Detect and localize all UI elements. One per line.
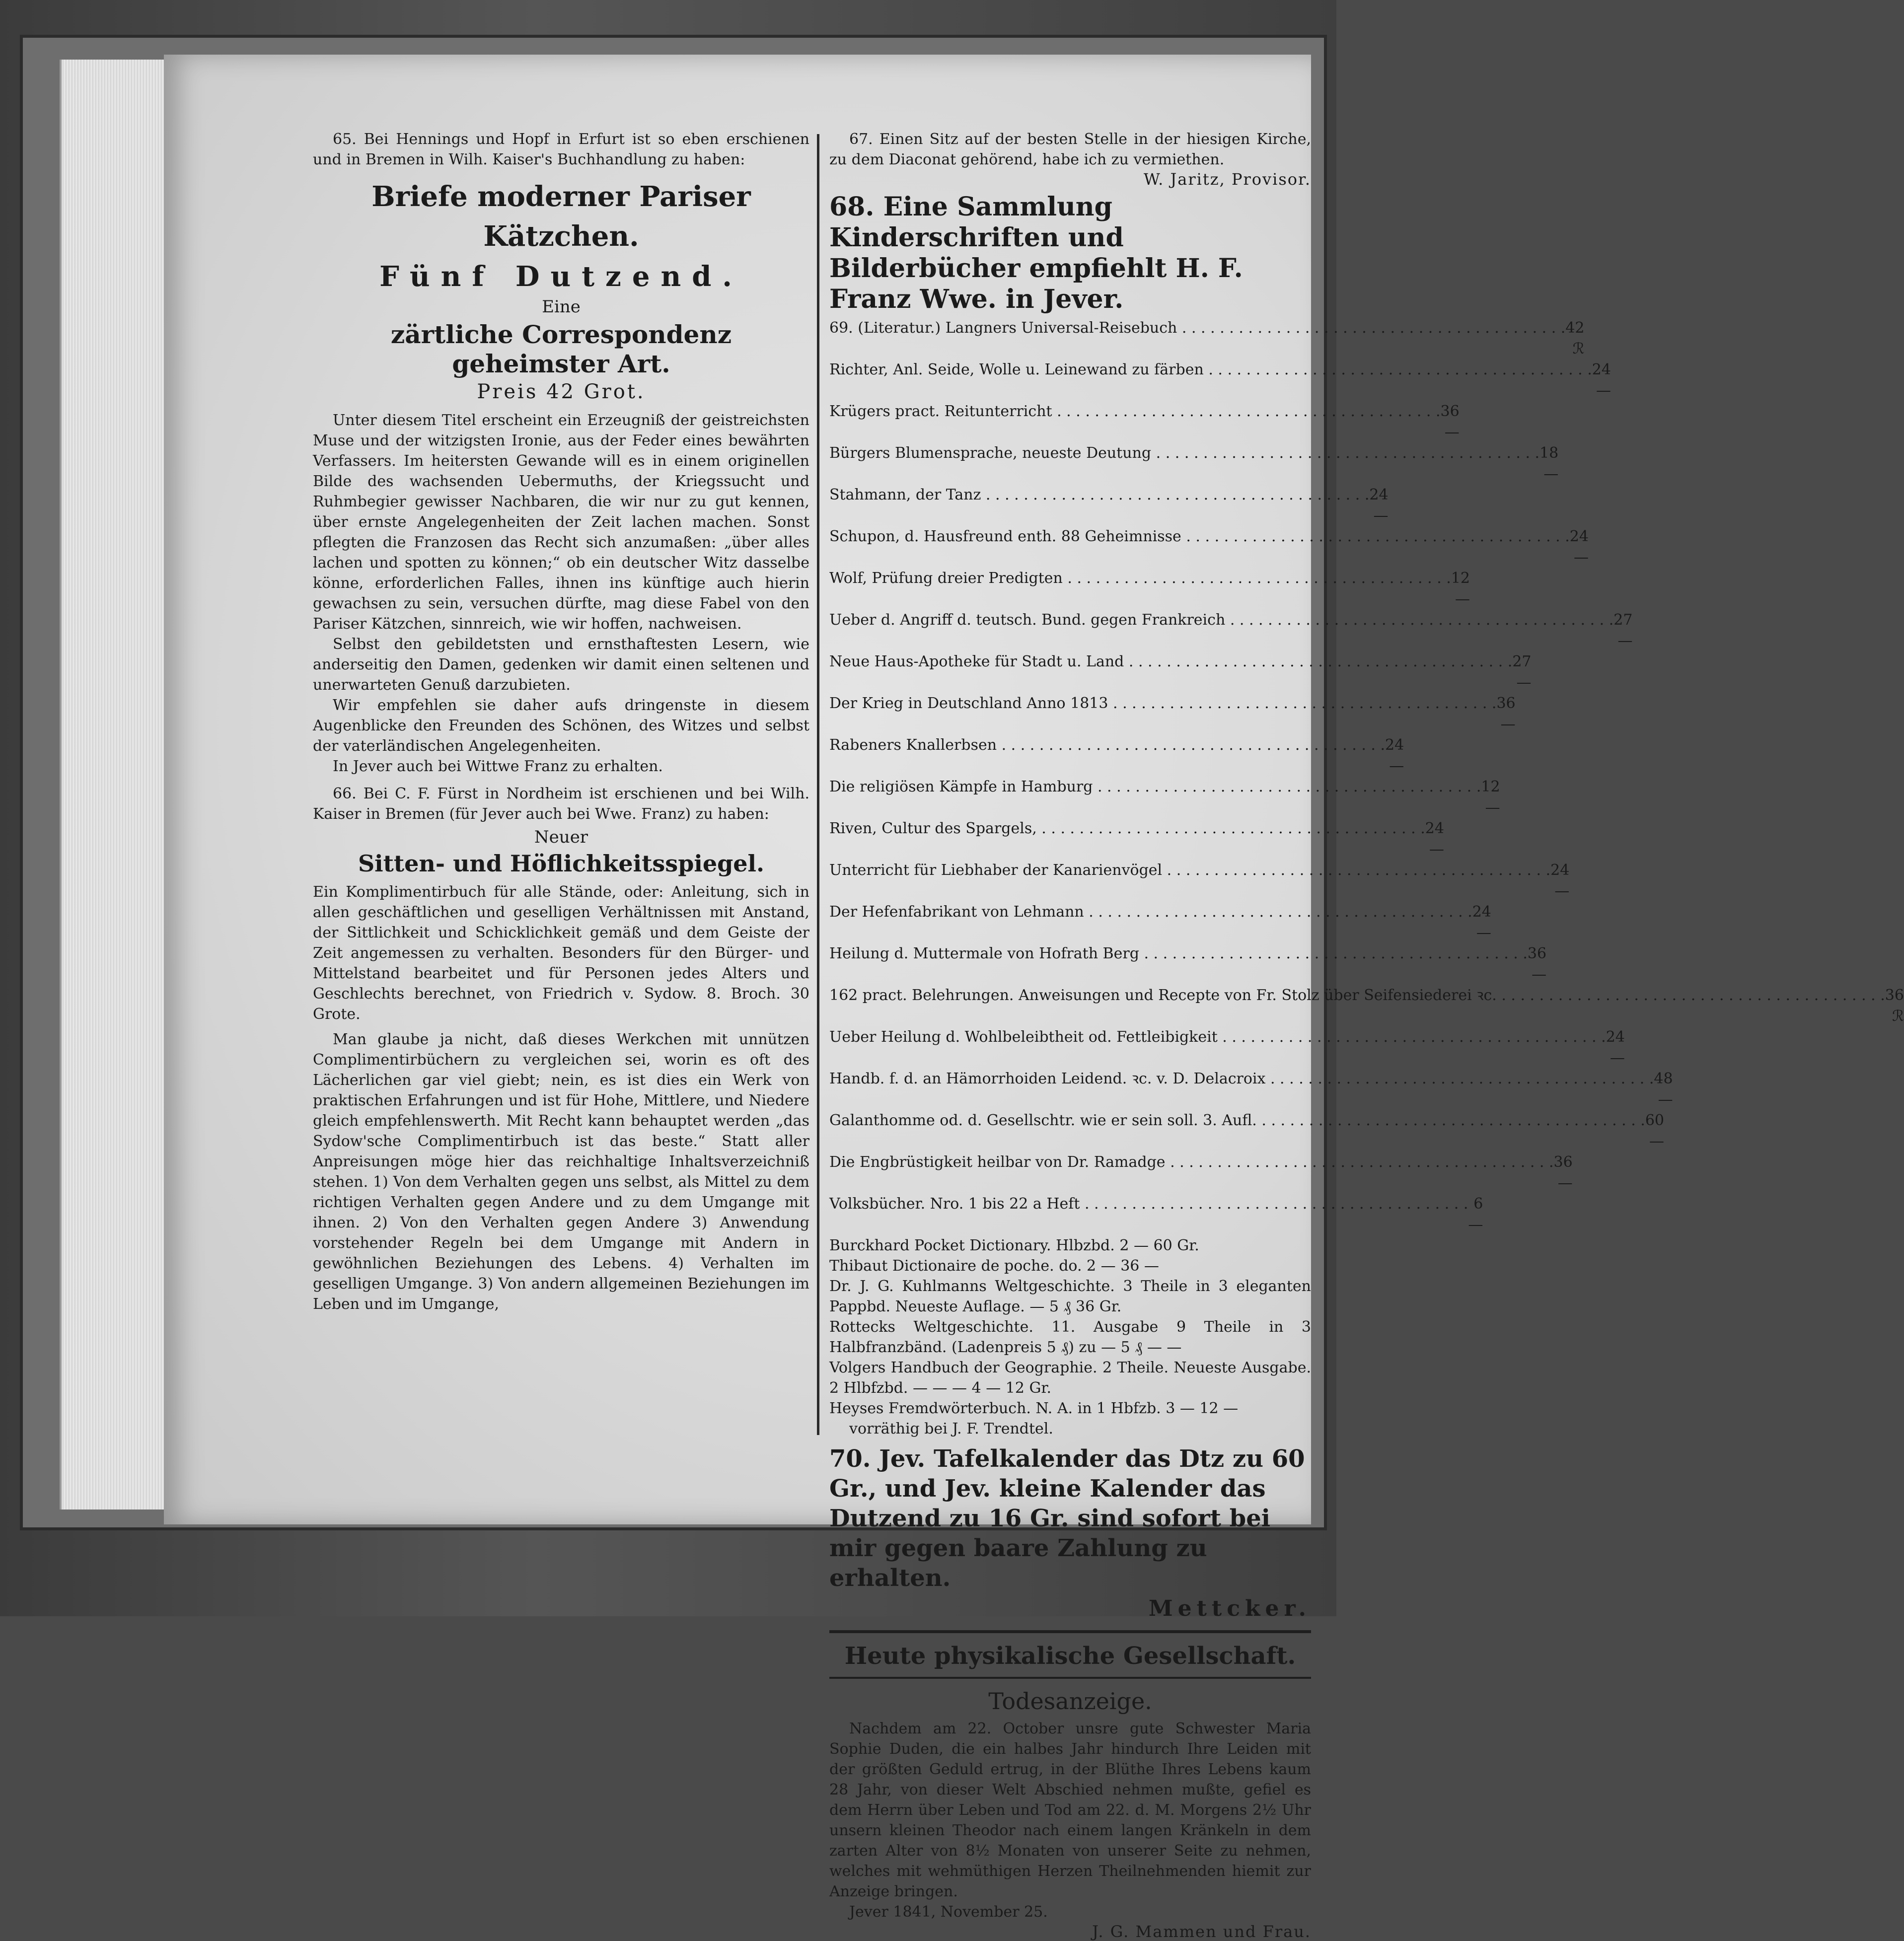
ad-67-text: 67. Einen Sitz auf der besten Stelle in der hiesigen Kirche, zu dem Diaconat gehörend, habe ich zu vermiethen. [829,131,1311,168]
list-item: Bürgers Blumensprache, neueste Deutung . . . 18 — [829,443,1311,485]
list-item: Heilung d. Muttermale von Hofrath Berg . . . 36 — [829,943,1311,985]
list-item: Wolf, Prüfung dreier Predigten . . . 12 — [829,568,1311,610]
list-item: Krügers pract. Reitunterricht . . . 36 — [829,401,1311,443]
death-notice-text: Nachdem am 22. October unsre gute Schwester Maria Sophie Duden, die ein halbes Jahr hindurch Ihre Leiden mit der größten Geduld ertrug, in der Blüthe Ihres Lebens kaum 28 Jahr, von dieser Welt Abschied nehmen mußte, gefiel es dem Herrn über Leben und Tod am 22. d. M. Morgens 2½ Uhr unsern kleinen Theodor nach einem langen Kränkeln in dem zarten Alter von 8½ Monaten von unserer Seite zu nehmen, welches mit wehmüthigen Herzen Theilnehmenden hiemit zur Anzeige bringen. [829,1720,1311,1900]
ad-69-extra-line: Thibaut Dictionaire de poche. do. 2 — 36 — [829,1257,1159,1275]
ad-65-para3: Wir empfehlen sie daher aufs dringenste in diesem Augenblicke den Freunden des Schönen, des Witzes und selbst der vaterländischen Angelegenheiten. [313,697,809,755]
list-item: Neue Haus-Apotheke für Stadt u. Land . . . 27 — [829,651,1311,693]
right-column [829,129,1904,1941]
list-item: 69. (Literatur.) Langners Universal-Reisebuch . . . 42 ℛ [829,318,1311,359]
list-item: Schupon, d. Hausfreund enth. 88 Geheimnisse . . . 24 — [829,526,1311,568]
list-item: Die Engbrüstigkeit heilbar von Dr. Ramadge . . . 36 — [829,1152,1311,1194]
divider-rule [829,1677,1311,1679]
ad-69-extra-line: Dr. J. G. Kuhlmanns Weltgeschichte. 3 Theile in 3 eleganten Pappbd. Neueste Auflage. — 5 ₰ 36 Gr. [829,1278,1311,1315]
ad-65-para2: Selbst den gebildetsten und ernsthaftesten Lesern, wie anderseitig den Damen, gedenken wir damit einen seltenen und unerwarteten Genuß darzubieten. [313,636,809,694]
ad-69-list [829,318,1904,1235]
death-notice-title: Todesanzeige. [988,1688,1152,1715]
ad-67-signature: W. Jaritz, Provisor. [1143,170,1311,189]
list-item: 162 pract. Belehrungen. Anweisungen und Recepte von Fr. Stolz über Seifensiederei ꝛc. . . . 36 ℛ [829,985,1311,1027]
ad-70-signature: Mettcker. [1148,1596,1311,1621]
ad-65-para4: In Jever auch bei Wittwe Franz zu erhalten. [333,758,663,775]
ad-65-title: Briefe moderner Pariser Kätzchen. [371,180,751,253]
ad-70-text: 70. Jev. Tafelkalender das Dtz zu 60 Gr., und Jev. kleine Kalender das Dutzend zu 16 Gr. sind sofort bei mir gegen baare Zahlung zu erhalten. [829,1445,1305,1592]
list-item: Stahmann, der Tanz . . . 24 — [829,485,1311,526]
death-notice-signature: J. G. Mammen und Frau. [1092,1922,1311,1941]
divider-rule [829,1630,1311,1633]
left-column [313,129,809,1460]
ad-66-neuer: Neuer [534,827,588,847]
list-item: Ueber d. Angriff d. teutsch. Bund. gegen Frankreich . . . 27 — [829,610,1311,651]
ad-65-subtitle: Fünf Dutzend. [379,260,743,293]
notice-title: Heute physikalische Gesellschaft. [844,1642,1296,1670]
list-item: Volksbücher. Nro. 1 bis 22 a Heft . . . 6 — [829,1194,1311,1235]
ad-65-eine: Eine [542,297,581,317]
ad-69-vendor: vorräthig bei J. F. Trendtel. [849,1420,1053,1438]
ad-65-subtitle2: zärtliche Correspondenz geheimster Art. [390,320,732,378]
ad-69-extra-line: Burckhard Pocket Dictionary. Hlbzbd. 2 — 60 Gr. [829,1237,1199,1254]
page-edges [60,60,171,1510]
list-item: Der Krieg in Deutschland Anno 1813 . . . 36 — [829,693,1311,735]
list-item: Riven, Cultur des Spargels, . . . 24 — [829,818,1311,860]
ad-66-title: Sitten- und Höflichkeitsspiegel. [358,850,765,877]
ad-66-intro: 66. Bei C. F. Fürst in Nordheim ist erschienen und bei Wilh. Kaiser in Bremen (für Jever auch bei Wwe. Franz) zu haben: [313,785,809,823]
list-item: Rabeners Knallerbsen . . . 24 — [829,735,1311,777]
list-item: Unterricht für Liebhaber der Kanarienvögel . . . 24 — [829,860,1311,902]
ad-68-text: 68. Eine Sammlung Kinderschriften und Bilderbücher empfiehlt H. F. Franz Wwe. in Jever. [829,192,1243,314]
ad-69-extra-line: Heyses Fremdwörterbuch. N. A. in 1 Hbfzb. 3 — 12 — [829,1400,1239,1417]
column-rule [817,134,819,1435]
list-item: Die religiösen Kämpfe in Hamburg . . . 12 — [829,777,1311,818]
ad-66-para1: Ein Komplimentirbuch für alle Stände, oder: Anleitung, sich in allen geschäftlichen und geselligen Verhältnissen mit Anstand, der Sittlichkeit und Schicklichkeit gemäß und dem Geiste der Zeit angemessen zu verhalten. Besonders für den Bürger- und Mittelstand bearbeitet und für Personen jedes Alters und Geschlechts berechnet, von Friedrich v. Sydow. 8. Broch. 30 Grote. [313,883,809,1023]
ad-66-para2: Man glaube ja nicht, daß dieses Werkchen mit unnützen Complimentirbüchern zu vergleichen sei, worin es oft des Lächerlichen gar viel giebt; nein, es ist dies ein Werk von praktischen Erfahrungen und ist für Hohe, Mittlere, und Niedere gleich empfehlenswerth. Mit Recht kann behauptet werden „das Sydow'sche Complimentirbuch ist das beste.“ Statt aller Anpreisungen möge hier das reichhaltige Inhaltsverzeichniß stehen. 1) Von dem Verhalten gegen uns selbst, als Mittel zu dem richtigen Verhalten gegen Andere und zu dem Umgange mit ihnen. 2) Von den Verhalten gegen Andere 3) Anwendung vorstehender Regeln bei dem Umgange mit Andern in gewöhnlichen Beziehungen des Lebens. 4) Verhalten im geselligen Umgange. 3) Von andern allgemeinen Beziehungen im Leben und im Umgange, [313,1031,809,1313]
list-item: Richter, Anl. Seide, Wolle u. Leinewand zu färben . . . 24 — [829,359,1311,401]
ad-69-extra-line: Volgers Handbuch der Geographie. 2 Theile. Neueste Ausgabe. 2 Hlbfzbd. — — — 4 — 12 Gr. [829,1359,1311,1397]
list-item: Ueber Heilung d. Wohlbeleibtheit od. Fettleibigkeit . . . 24 — [829,1027,1311,1069]
ad-65-price: Preis 42 Grot. [477,380,646,403]
ad-69-extra-line: Rottecks Weltgeschichte. 11. Ausgabe 9 Theile in 3 Halbfranzbänd. (Ladenpreis 5 ₰) zu — 5 ₰ — — [829,1318,1311,1356]
list-item: Der Hefenfabrikant von Lehmann . . . 24 — [829,902,1311,943]
list-item: Galanthomme od. d. Gesellschtr. wie er sein soll. 3. Aufl. . . . 60 — [829,1110,1311,1152]
ad-65-intro: 65. Bei Hennings und Hopf in Erfurt ist so eben erschienen und in Bremen in Wilh. Kaiser's Buchhandlung zu haben: [313,131,809,168]
list-item: Handb. f. d. an Hämorrhoiden Leidend. ꝛc. v. D. Delacroix . . . 48 — [829,1069,1311,1110]
ad-65-para1: Unter diesem Titel erscheint ein Erzeugniß der geistreichsten Muse und der witzigsten Ironie, aus der Feder eines bewährten Verfassers. Im heitersten Gewande will es in einem originellen Bilde des wachsenden Uebermuths, der Kriegssucht und Ruhmbegier gewisser Nachbaren, die wir nur zu gut kennen, über ernste Angelegenheiten der Zeit lachen machen. Sonst pflegten die Franzosen das Recht sich anzumaßen: „über alles lachen und spotten zu können;“ ob ein deutscher Witz dasselbe könne, erforderlichen Falles, ihnen ins künftige auch hierin gewachsen zu sein, versuchen dürfte, mag diese Fabel von den Pariser Kätzchen, sinnreich, wie wir hoffen, nachweisen. [313,412,809,633]
death-notice-place-date: Jever 1841, November 25. [849,1903,1048,1921]
